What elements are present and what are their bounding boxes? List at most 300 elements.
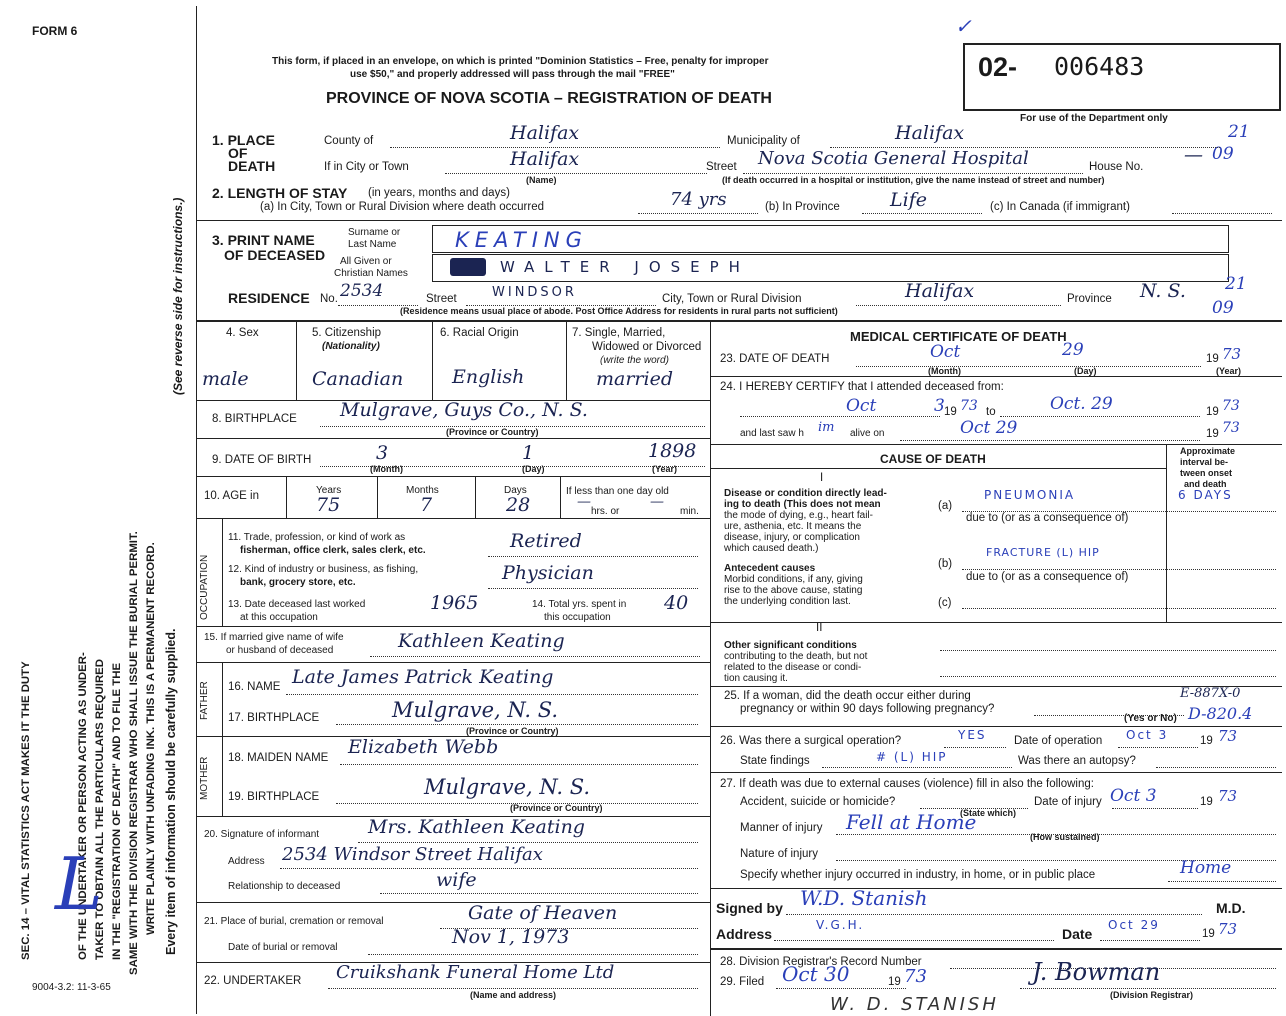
column-divider xyxy=(710,320,711,1016)
mother-name-label: 18. MAIDEN NAME xyxy=(228,752,329,764)
less-day-label: If less than one day old xyxy=(566,486,669,497)
line xyxy=(638,213,758,214)
from-year-prefix: 19 xyxy=(944,406,957,418)
antecedent-label: rise to the above cause, stating xyxy=(724,585,863,596)
form-title: PROVINCE OF NOVA SCOTIA – REGISTRATION OF DEATH xyxy=(326,90,772,107)
place-label: 1. PLACE xyxy=(212,132,276,148)
residence-note: (Residence means usual place of abode. Post Office Address for residents in rural parts not sufficient) xyxy=(400,306,838,316)
min-value: — xyxy=(650,494,664,510)
sig-year: 73 xyxy=(1218,920,1238,938)
last-saw-year-prefix: 19 xyxy=(1206,428,1219,440)
line xyxy=(962,608,1276,609)
part-two: II xyxy=(816,622,823,634)
min-label: min. xyxy=(680,506,699,517)
race-label: 6. Racial Origin xyxy=(440,327,519,339)
line xyxy=(196,518,710,519)
line xyxy=(196,626,710,627)
specify-value: Home xyxy=(1180,858,1232,878)
line xyxy=(710,444,1282,445)
mother-birthplace-label: 19. BIRTHPLACE xyxy=(228,791,320,803)
citizenship-label: 5. Citizenship xyxy=(312,327,382,339)
diagnosis-code-2: D-820.4 xyxy=(1188,704,1253,723)
municipality-label: Municipality of xyxy=(727,135,800,147)
line xyxy=(560,476,561,518)
dod-label: 23. DATE OF DEATH xyxy=(720,353,830,365)
stay-b-label: (b) In Province xyxy=(765,201,840,213)
diagnosis-code-1: E-887X-0 xyxy=(1180,686,1241,701)
line xyxy=(776,988,906,989)
birthplace-label: 8. BIRTHPLACE xyxy=(212,413,297,425)
line xyxy=(962,569,1166,570)
q27-label: 27. If death was due to external causes (violence) fill in also the following: xyxy=(720,778,1094,790)
line xyxy=(432,320,433,400)
injury-year: 73 xyxy=(1218,787,1238,805)
line xyxy=(1112,808,1198,809)
hospital-note: (If death occurred in a hospital or institution, give the name instead of street and number) xyxy=(722,175,1105,185)
burial-date-label: Date of burial or removal xyxy=(228,942,338,953)
surname-label: Last Name xyxy=(348,239,397,250)
industry-label: bank, grocery store, etc. xyxy=(240,577,356,588)
cause-title: CAUSE OF DEATH xyxy=(880,452,986,466)
findings-label: State findings xyxy=(740,755,810,767)
sig-date-value: Oct 29 xyxy=(1108,918,1160,932)
year-note: (Year) xyxy=(652,464,678,474)
burial-place-value: Gate of Heaven xyxy=(468,902,618,924)
to-year: 73 xyxy=(1222,398,1240,414)
cause-c-label: (c) xyxy=(938,597,952,609)
line xyxy=(222,736,223,816)
cause-a-value: PNEUMONIA xyxy=(984,488,1076,502)
mother-name-value: Elizabeth Webb xyxy=(348,736,499,758)
city-value: Halifax xyxy=(510,148,580,170)
filed-value: Oct 30 xyxy=(782,962,850,986)
sig-date-label: Date xyxy=(1062,926,1093,942)
last-saw-year: 73 xyxy=(1222,420,1240,436)
mail-notice-1: This form, if placed in an envelope, on which is printed "Dominion Statistics – Free, penalty for improper xyxy=(272,56,769,67)
line xyxy=(1020,988,1276,989)
op-date-label: Date of operation xyxy=(1014,735,1103,747)
last-worked-value: 1965 xyxy=(430,592,479,614)
line xyxy=(1000,416,1200,417)
given-names-value: WALTER JOSEPH xyxy=(500,258,750,276)
from-month: Oct xyxy=(846,396,877,416)
direct-label: which caused death.) xyxy=(724,543,819,554)
province-country-note: (Province or Country) xyxy=(446,427,539,437)
side-line-4: IN THE "REGISTRATION OF DEATH" AND TO FILE THE xyxy=(111,662,123,960)
line xyxy=(710,772,1282,773)
direct-label: the mode of dying, e.g., heart fail- xyxy=(724,510,873,521)
record-label: 28. Division Registrar's Record Number xyxy=(720,956,922,968)
residence-city-label: City, Town or Rural Division xyxy=(662,293,802,305)
last-saw-date: Oct 29 xyxy=(960,418,1018,438)
cause-a-label: (a) xyxy=(938,500,953,512)
reg-number: 006483 xyxy=(1054,52,1145,81)
interval-label: Approximate xyxy=(1180,446,1236,456)
left-border xyxy=(196,6,197,1014)
other-label: Other significant conditions xyxy=(724,640,857,651)
line xyxy=(368,954,698,955)
line xyxy=(280,868,698,869)
occupation-vert-label: OCCUPATION xyxy=(199,554,210,620)
dob-year: 1898 xyxy=(648,440,697,462)
divider xyxy=(196,320,1282,322)
other-label: contributing to the death, but not xyxy=(724,651,868,662)
dod-year-prefix: 19 xyxy=(1206,353,1219,365)
dod-day: 29 xyxy=(1062,340,1084,360)
state-which-note: (State which) xyxy=(960,808,1017,818)
stay-a-label: (a) In City, Town or Rural Division where death occurred xyxy=(260,201,544,213)
dob-label: 9. DATE OF BIRTH xyxy=(212,454,312,466)
line xyxy=(940,676,1276,677)
dob-month: 3 xyxy=(376,442,389,464)
marital-label: (write the word) xyxy=(600,355,669,366)
age-label: 10. AGE in xyxy=(204,490,259,502)
days-value: 28 xyxy=(506,494,531,516)
line xyxy=(710,376,1282,377)
name-note: (Name) xyxy=(526,175,557,185)
medical-title: MEDICAL CERTIFICATE OF DEATH xyxy=(850,329,1067,344)
line xyxy=(1166,569,1276,570)
side-line-7: Every item of information should be carefully supplied. xyxy=(164,628,178,955)
line xyxy=(296,320,297,400)
line xyxy=(944,747,1006,748)
q26-value: YES xyxy=(958,728,987,742)
direct-label: ing to death (This does not mean xyxy=(724,499,881,510)
sig-address-value: V.G.H. xyxy=(816,918,865,932)
direct-label: Disease or condition directly lead- xyxy=(724,488,887,499)
side-instructions xyxy=(18,0,35,960)
yes-no-note: (Yes or No) xyxy=(1124,713,1177,724)
handwritten-initial: L xyxy=(55,842,103,926)
house-label: House No. xyxy=(1089,161,1144,173)
stay-c-label: (c) In Canada (if immigrant) xyxy=(990,201,1130,213)
line xyxy=(822,767,1012,768)
injury-date-label: Date of injury xyxy=(1034,796,1102,808)
q25-label: 25. If a woman, did the death occur either during xyxy=(724,690,971,702)
divider xyxy=(196,220,1282,221)
line xyxy=(856,305,1061,306)
reg-prefix: 02- xyxy=(978,52,1018,82)
residence-label: RESIDENCE xyxy=(228,290,310,306)
stay-a-value: 74 yrs xyxy=(670,189,727,210)
father-name-value: Late James Patrick Keating xyxy=(292,666,554,688)
manner-value: Fell at Home xyxy=(846,810,977,834)
dod-month: Oct xyxy=(930,342,961,362)
signed-value: W.D. Stanish xyxy=(800,886,928,910)
residence-street-value: WINDSOR xyxy=(492,285,577,300)
stay-b-value: Life xyxy=(890,189,927,211)
direct-label: disease, injury, or complication xyxy=(724,532,860,543)
typed-name: W. D. STANISH xyxy=(830,994,999,1015)
relationship-value: wife xyxy=(436,869,477,891)
citizenship-sub: (Nationality) xyxy=(322,341,380,352)
specify-label: Specify whether injury occurred in industry, in home, or in public place xyxy=(740,869,1096,881)
nature-label: Nature of injury xyxy=(740,848,818,860)
days-label: Days xyxy=(504,485,527,496)
prov-note: (Province or Country) xyxy=(466,726,559,736)
sex-value: male xyxy=(202,368,249,390)
sex-label: 4. Sex xyxy=(226,327,259,339)
year-note: (Year) xyxy=(1216,366,1242,376)
dept-use-label: For use of the Department only xyxy=(1020,113,1168,124)
name-label: 3. PRINT NAME xyxy=(212,232,315,248)
dob-day: 1 xyxy=(522,442,535,464)
op-date-value: Oct 3 xyxy=(1126,728,1169,742)
last-saw-label: and last saw h xyxy=(740,428,804,439)
line xyxy=(358,842,698,843)
place-label: DEATH xyxy=(228,158,276,174)
to-year-prefix: 19 xyxy=(1206,406,1219,418)
check-mark: ✓ xyxy=(955,14,972,38)
how-sustained-note: (How sustained) xyxy=(1030,832,1100,842)
line xyxy=(222,518,223,626)
line xyxy=(743,173,1083,174)
surname-label: Surname or xyxy=(348,227,401,238)
line xyxy=(380,893,698,894)
line xyxy=(1172,213,1272,214)
last-saw-him: im xyxy=(818,420,835,435)
filed-label: 29. Filed xyxy=(720,976,765,988)
city-label: If in City or Town xyxy=(324,161,409,173)
street-label: Street xyxy=(706,161,737,173)
trade-value: Retired xyxy=(510,530,582,552)
interval-label: interval be- xyxy=(1180,457,1229,467)
burial-date-value: Nov 1, 1973 xyxy=(452,926,570,948)
line xyxy=(370,656,700,657)
trade-label: 11. Trade, profession, or kind of work as xyxy=(228,532,406,543)
direct-label: ure, asthenia, etc. It means the xyxy=(724,521,862,532)
line xyxy=(1156,767,1276,768)
hrs-value: — xyxy=(577,494,591,510)
line xyxy=(488,556,698,557)
injury-date-value: Oct 3 xyxy=(1110,786,1157,806)
line xyxy=(1118,747,1198,748)
father-birthplace-label: 17. BIRTHPLACE xyxy=(228,712,320,724)
mother-vert-label: MOTHER xyxy=(199,756,210,800)
years-label: Years xyxy=(316,485,342,496)
line xyxy=(1100,940,1200,941)
q25-label: pregnancy or within 90 days following pregnancy? xyxy=(740,703,995,715)
q26-label: 26. Was there a surgical operation? xyxy=(720,735,902,747)
line xyxy=(1166,511,1276,512)
part-one: I xyxy=(820,472,824,484)
due-to-label: due to (or as a consequence of) xyxy=(966,571,1129,583)
mail-notice-2: use $50," and properly addressed will pass through the mail "FREE" xyxy=(350,69,675,80)
spouse-value: Kathleen Keating xyxy=(398,630,565,652)
residence-no-label: No. xyxy=(320,293,338,305)
spouse-label: 15. If married give name of wife xyxy=(204,632,344,643)
antecedent-label: Morbid conditions, if any, giving xyxy=(724,574,863,585)
informant-address-label: Address xyxy=(228,856,265,867)
residence-province-label: Province xyxy=(1067,293,1112,305)
stay-label: 2. LENGTH OF STAY xyxy=(212,185,348,201)
op-year-prefix: 19 xyxy=(1200,735,1213,747)
house-value: — xyxy=(1184,144,1203,166)
hrs-label: hrs. or xyxy=(591,506,620,517)
side-line-8: (See reverse side for instructions.) xyxy=(171,197,185,395)
place-label: OF xyxy=(228,145,248,161)
line xyxy=(340,764,698,765)
municipality-value: Halifax xyxy=(895,122,965,144)
from-year: 73 xyxy=(960,398,978,414)
marital-label: 7. Single, Married, xyxy=(572,327,666,339)
spouse-label: or husband of deceased xyxy=(226,645,334,656)
surname-value: KEATING xyxy=(455,228,588,252)
relationship-label: Relationship to deceased xyxy=(228,881,341,892)
last-worked-label: at this occupation xyxy=(240,612,318,623)
informant-address-value: 2534 Windsor Street Halifax xyxy=(282,844,543,865)
residence-street-label: Street xyxy=(426,293,457,305)
residence-no-value: 2534 xyxy=(340,281,384,301)
line xyxy=(862,213,982,214)
line xyxy=(286,694,698,695)
birthplace-value: Mulgrave, Guys Co., N. S. xyxy=(340,399,588,421)
street-value: Nova Scotia General Hospital xyxy=(758,148,1029,169)
filed-year: 73 xyxy=(904,966,927,987)
to-label: to xyxy=(986,406,996,418)
injury-year-prefix: 19 xyxy=(1200,796,1213,808)
due-to-label: due to (or as a consequence of) xyxy=(966,512,1129,524)
total-years-label: 14. Total yrs. spent in xyxy=(532,599,627,610)
line xyxy=(196,902,710,903)
line xyxy=(1168,881,1276,882)
sig-year-prefix: 19 xyxy=(1202,928,1215,940)
line xyxy=(940,650,1276,651)
registrar-note: (Division Registrar) xyxy=(1110,990,1194,1000)
line xyxy=(488,588,698,589)
total-years-value: 40 xyxy=(664,592,689,614)
signed-label: Signed by xyxy=(716,900,783,916)
industry-value: Physician xyxy=(502,562,594,584)
undertaker-label: 22. UNDERTAKER xyxy=(204,975,302,987)
citizenship-value: Canadian xyxy=(312,368,404,390)
last-worked-label: 13. Date deceased last worked xyxy=(228,599,366,610)
line xyxy=(710,622,1282,623)
line xyxy=(445,173,707,174)
certify-label: 24. I HEREBY CERTIFY that I attended deceased from: xyxy=(720,381,1004,393)
line xyxy=(710,726,1282,727)
line xyxy=(475,476,476,518)
interval-label: tween onset xyxy=(1180,468,1233,478)
prov-note: (Province or Country) xyxy=(510,803,603,813)
residence-province-value: N. S. xyxy=(1140,280,1186,302)
cause-b-value: FRACTURE (L) HIP xyxy=(986,546,1100,559)
day-note: (Day) xyxy=(1074,366,1097,376)
mother-birthplace-value: Mulgrave, N. S. xyxy=(424,775,591,799)
line xyxy=(328,988,698,989)
last-saw-label: alive on xyxy=(850,428,885,439)
undertaker-value: Cruikshank Funeral Home Ltd xyxy=(336,962,615,983)
filed-year-prefix: 19 xyxy=(888,976,901,988)
month-note: (Month) xyxy=(928,366,961,376)
county-value: Halifax xyxy=(510,122,580,144)
county-label: County of xyxy=(324,135,374,147)
from-day: 3 xyxy=(934,396,945,416)
line xyxy=(710,948,1282,950)
antecedent-label: Antecedent causes xyxy=(724,563,816,574)
md-label: M.D. xyxy=(1216,900,1246,916)
dod-year: 73 xyxy=(1222,345,1242,363)
registrar-signature: J. Bowman xyxy=(1032,958,1161,986)
other-label: related to the disease or condi- xyxy=(724,662,862,673)
informant-sig-value: Mrs. Kathleen Keating xyxy=(368,816,585,838)
line xyxy=(710,888,1282,889)
dept-code: 21 xyxy=(1228,122,1250,142)
scribble-mark xyxy=(450,258,486,276)
dept-code: 09 xyxy=(1212,144,1234,164)
line xyxy=(856,366,1201,367)
cause-b-label: (b) xyxy=(938,558,953,570)
burial-place-label: 21. Place of burial, cremation or removal xyxy=(204,916,384,927)
months-label: Months xyxy=(406,485,439,496)
line xyxy=(1166,444,1167,622)
father-name-label: 16. NAME xyxy=(228,681,281,693)
line xyxy=(774,940,1054,941)
dept-code: 09 xyxy=(1212,298,1234,318)
line xyxy=(286,476,287,518)
line xyxy=(196,662,710,663)
side-instruction-line: SEC. 14 – VITAL STATISTICS ACT MAKES IT THE DUTY xyxy=(20,661,32,960)
interval-label: and death xyxy=(1184,479,1227,489)
years-value: 75 xyxy=(316,494,341,516)
line xyxy=(336,724,698,725)
form-number: FORM 6 xyxy=(32,24,78,38)
line xyxy=(222,662,223,736)
stay-note: (in years, months and days) xyxy=(368,187,510,199)
side-line-6: WRITE PLAINLY WITH UNFADING INK. THIS IS A PERMANENT RECORD. xyxy=(145,542,157,935)
side-line-2: OF THE UNDERTAKER OR PERSON ACTING AS UNDER- xyxy=(77,652,89,960)
accident-label: Accident, suicide or homicide? xyxy=(740,796,896,808)
given-label: All Given or xyxy=(340,256,392,267)
industry-label: 12. Kind of industry or business, as fishing, xyxy=(228,564,419,575)
trade-label: fisherman, office clerk, sales clerk, etc. xyxy=(240,545,426,556)
dept-code: 21 xyxy=(1225,274,1247,294)
marital-value: married xyxy=(596,368,673,390)
line xyxy=(900,440,1200,441)
side-line-5: SAME WITH THE DIVISION REGISTRAR WHO SHALL ISSUE THE BURIAL PERMIT. xyxy=(128,531,140,975)
undertaker-note: (Name and address) xyxy=(470,990,557,1000)
name-label: OF DECEASED xyxy=(224,247,326,263)
sig-address-label: Address xyxy=(716,926,773,942)
line xyxy=(377,476,378,518)
month-note: (Month) xyxy=(370,464,403,474)
race-value: English xyxy=(452,366,525,388)
line xyxy=(786,914,1202,915)
line xyxy=(566,320,567,400)
father-vert-label: FATHER xyxy=(199,681,210,720)
line xyxy=(196,438,710,439)
antecedent-label: the underlying condition last. xyxy=(724,596,851,607)
father-birthplace-value: Mulgrave, N. S. xyxy=(392,698,559,722)
cause-a-interval: 6 DAYS xyxy=(1178,488,1233,502)
marital-label: Widowed or Divorced xyxy=(592,341,702,353)
other-label: tion causing it. xyxy=(724,673,788,684)
side-line-3: TAKER TO OBTAIN ALL THE PARTICULARS REQUIRED xyxy=(94,658,106,960)
day-note: (Day) xyxy=(522,464,545,474)
line xyxy=(740,416,940,417)
op-year: 73 xyxy=(1218,727,1238,745)
autopsy-label: Was there an autopsy? xyxy=(1018,755,1136,767)
informant-sig-label: 20. Signature of informant xyxy=(204,829,320,840)
given-label: Christian Names xyxy=(334,268,408,279)
line xyxy=(710,468,1166,469)
residence-city-value: Halifax xyxy=(905,280,975,302)
months-value: 7 xyxy=(420,494,433,516)
to-date: Oct. 29 xyxy=(1050,394,1113,414)
manner-label: Manner of injury xyxy=(740,822,823,834)
line xyxy=(196,476,710,477)
total-years-label: this occupation xyxy=(544,612,611,623)
